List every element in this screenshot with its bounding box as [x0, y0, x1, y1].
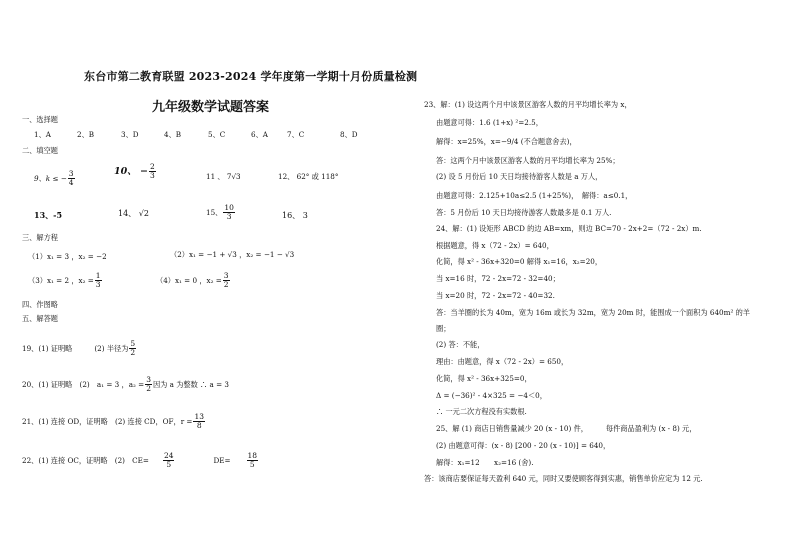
answer-15-fraction: $\frac{10}{3}$ — [224, 203, 234, 221]
answer-9-fraction: $\frac{3}{4}$ — [68, 169, 74, 187]
answer-25-line-2: (2) 由题意可得：(x - 8) [200 - 20 (x - 10)] = 640， — [436, 441, 611, 450]
section-choice: 一、选择题 — [22, 115, 58, 124]
choice-4: 4、B — [164, 130, 182, 139]
answer-15 — [206, 204, 236, 221]
answer-23-line-5: (2) 设 5 月份后 10 天日均接待游客人数是 a 万人， — [436, 172, 603, 181]
answer-23-line-3: 解得：x=25%，x=−9/4 (不合题意舍去)， — [436, 137, 577, 146]
answer-24-line-6: 答：当羊圈的长为 40m，宽为 16m 或长为 32m，宽为 20m 时，能围成一个面积为 640m² 的羊 — [436, 308, 750, 317]
answer-22-de: DE= — [213, 456, 231, 465]
answer-22-text: 22、(1) 连接 OC，证明略 (2) CE= — [22, 456, 149, 465]
answer-10-text: 10、 − — [114, 166, 148, 177]
answer-20 — [22, 376, 229, 393]
answer-11: 11 、 7√3 — [206, 172, 241, 181]
answer-25-line-1: 25、解 (1) 商店日销售量减少 20 (x - 10) 件， 每件商品盈利为 (x - 8) 元， — [436, 424, 697, 433]
equation-3-text: （3）x₁ = 2 ，x₂ = — [28, 276, 94, 285]
answer-24-line-11: Δ = (−36)² - 4×325 = −4＜0， — [436, 391, 547, 400]
answer-9 — [34, 170, 76, 187]
section-equations: 三、解方程 — [22, 233, 58, 242]
answer-24-line-12: ∴ 一元二次方程没有实数根. — [436, 407, 527, 416]
answer-23-line-7: 答：5 月份后 10 天日均接待游客人数最多是 0.1 万人. — [436, 208, 612, 217]
answer-9-text: 9、k ≤ − — [34, 174, 67, 183]
answer-19-part2: (2) 半径为 — [94, 344, 129, 353]
answer-20-fraction: $\frac{3}{2}$ — [146, 375, 151, 393]
answer-24-line-9: 理由：由题意，得 x（72 - 2x）= 650， — [436, 357, 569, 366]
answer-24-line-1: 24、解：(1) 设矩形 ABCD 的边 AB=xm，则边 BC=70 - 2x+2=（72 - 2x）m. — [436, 224, 702, 233]
choice-8: 8、D — [340, 130, 358, 139]
answer-23-line-6: 由题意可得：2.125+10a≤2.5 (1+25%)， 解得：a≤0.1， — [436, 191, 633, 200]
choice-7: 7、C — [287, 130, 305, 139]
answer-23-line-2: 由题意可得：1.6 (1+x) ²=2.5， — [436, 118, 543, 127]
choice-3: 3、D — [121, 130, 139, 139]
answer-19-fraction: $\frac{5}{2}$ — [130, 339, 136, 357]
equation-4-text: （4）x₁ = 0 ，x₂ = — [156, 276, 222, 285]
answer-12: 12、 62° 或 118° — [278, 172, 339, 181]
choice-2: 2、B — [77, 130, 95, 139]
answer-24-line-7: 圈； — [436, 324, 451, 333]
section-drawing: 四、作图略 — [22, 300, 58, 309]
answer-24-line-8: (2) 答：不能， — [436, 340, 485, 349]
answer-19 — [22, 340, 137, 357]
answer-14: 14、 √2 — [118, 209, 149, 218]
answer-24-line-5: 当 x=20 时，72 - 2x=72 - 40=32. — [436, 291, 555, 300]
equation-4 — [156, 272, 231, 289]
answer-16: 16、 3 — [282, 211, 308, 220]
equation-2: （2）x₁ = −1 + √3 ，x₂ = −1 − √3 — [170, 250, 295, 259]
equation-3 — [28, 272, 103, 289]
answer-25-line-4: 答：该商店要保证每天盈利 640 元，同时又要使顾客得到实惠，销售单价应定为 12 元. — [424, 474, 703, 483]
answer-23-line-1: 23、解：(1) 设这两个月中该景区游客人数的月平均增长率为 x， — [424, 100, 632, 109]
answer-20-reason: 因为 a 为整数 ∴ a = 3 — [152, 380, 229, 389]
answer-24-line-3: 化简，得 x² - 36x+320=0 解得 x₁=16，x₂=20， — [436, 257, 603, 266]
exam-header: 东台市第二教育联盟 2023-2024 学年度第一学期十月份质量检测 — [84, 70, 418, 83]
answer-15-text: 15、 — [206, 208, 223, 217]
section-solutions: 五、解答题 — [22, 314, 58, 323]
answer-24-line-4: 当 x=16 时，72 - 2x=72 - 32=40； — [436, 274, 560, 283]
answer-24-line-10: 化简，得 x² - 36x+325=0， — [436, 374, 532, 383]
equation-3-fraction: $\frac{1}{3}$ — [95, 271, 101, 289]
choice-5: 5、C — [208, 130, 226, 139]
page-title: 九年级数学试题答案 — [152, 100, 270, 115]
answer-22 — [22, 452, 259, 469]
answer-22-ce-fraction: $\frac{24}{5}$ — [163, 451, 174, 469]
choice-1: 1、A — [34, 130, 51, 139]
answer-10-fraction: $\frac{2}{3}$ — [150, 162, 155, 180]
answer-21 — [22, 413, 206, 430]
equation-1: （1）x₁ = 3 ，x₂ = −2 — [28, 252, 107, 261]
answer-25-line-3: 解得：x₁=12 x₂=16 (舍). — [436, 458, 534, 467]
equation-4-fraction: $\frac{3}{2}$ — [223, 271, 229, 289]
choice-6: 6、A — [251, 130, 268, 139]
answer-22-de-fraction: $\frac{18}{5}$ — [247, 451, 258, 469]
answer-23-line-4: 答：这两个月中该景区游客人数的月平均增长率为 25%； — [436, 156, 620, 165]
answer-20-text: 20、(1) 证明略 (2) a₁ = 3 ，a₂ = — [22, 380, 145, 389]
answer-21-text: 21、(1) 连接 OD，证明略 (2) 连接 CD，OF，r = — [22, 417, 193, 426]
section-fill: 二、填空题 — [22, 146, 58, 155]
answer-21-fraction: $\frac{13}{8}$ — [194, 412, 204, 430]
answer-13: 13、-5 — [34, 210, 63, 220]
answer-10 — [114, 163, 157, 180]
answer-24-line-2: 根据题意，得 x（72 - 2x）= 640， — [436, 241, 554, 250]
answer-19-part1: 19、(1) 证明略 — [22, 344, 73, 353]
